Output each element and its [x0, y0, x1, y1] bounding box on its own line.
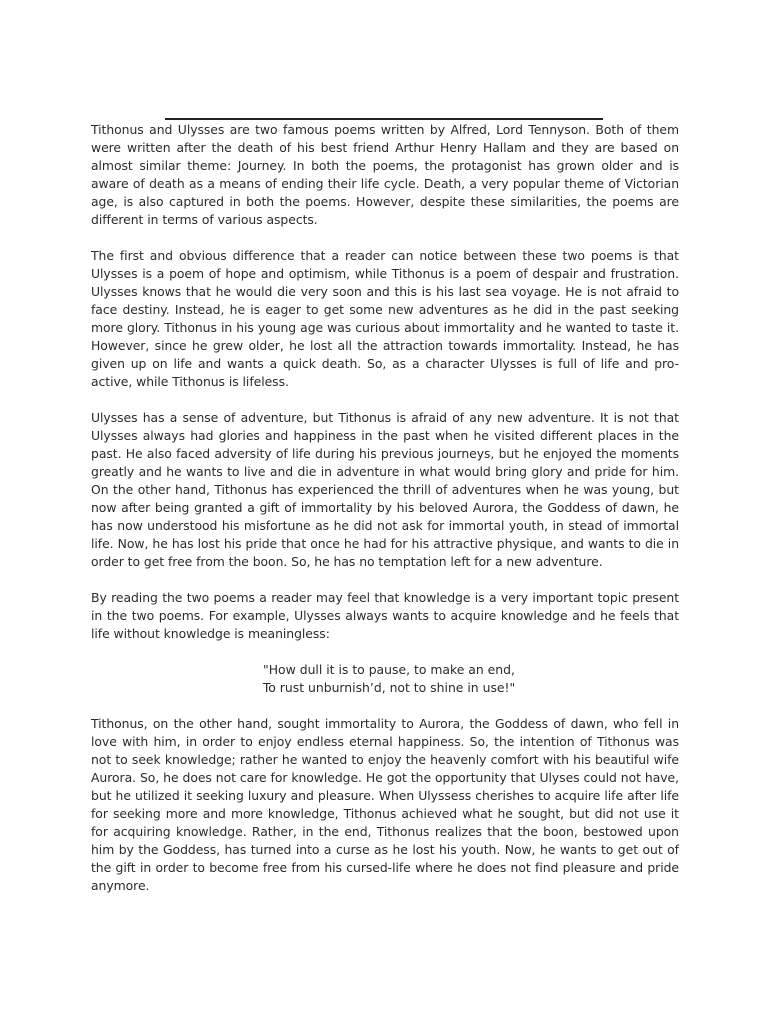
paragraph-intro: Tithonus and Ulysses are two famous poems written by Alfred, Lord Tennyson. Both of them were written after the death of his best friend Arthur Henry Hallam and they are based on almost similar theme: Journey. In both the poems, the protagonist has grown older and is aware of death as a means of ending their life cycle. Death, a very popular theme of Victorian age, is also captured in both the poems. However, despite these similarities, the poems are different in terms of various aspects. — [91, 122, 679, 227]
paragraph-knowledge: By reading the two poems a reader may feel that knowledge is a very important topic present in the two poems. For example, Ulysses always wants to acquire knowledge and he feels that life without knowledge is meaningless: — [91, 590, 679, 641]
paragraph-conclusion: Tithonus, on the other hand, sought immortality to Aurora, the Goddess of dawn, who fell in love with him, in order to enjoy endless eternal happiness. So, the intention of Tithonus was not to seek knowledge; rather he wanted to enjoy the heavenly comfort with his beautiful wife Aurora. So, he does not care for knowledge. He got the opportunity that Ulyses could not have, but he utilized it seeking luxury and pleasure. When Ulyssess cherishes to acquire life after life for seeking more and more knowledge, Tithonus achieved what he sought, but did not use it for acquiring knowledge. Rather, in the end, Tithonus realizes that the boon, bestowed upon him by the Goddess, has turned into a curse as he lost his youth. Now, he wants to get out of the gift in order to become free from his cursed-life where he does not find pleasure and pride anymore. — [91, 716, 679, 893]
poem-quote — [91, 661, 679, 697]
quote-line-2: To rust unburnish’d, not to shine in use!" — [262, 680, 516, 695]
header-rule — [165, 118, 603, 120]
paragraph-hope-vs-despair: The first and obvious difference that a reader can notice between these two poems is that Ulysses is a poem of hope and optimism, while Tithonus is a poem of despair and frustration. Ulysses knows that he would die very soon and this is his last sea voyage. He is not afraid to face destiny. Instead, he is eager to get some new adventures as he did in the past seeking more glory. Tithonus in his young age was curious about immortality and he wanted to taste it. However, since he grew older, he lost all the attraction towards immortality. Instead, he has given up on life and wants a quick death. So, as a character Ulysses is full of life and pro-active, while Tithonus is lifeless. — [91, 248, 679, 389]
paragraph-adventure: Ulysses has a sense of adventure, but Tithonus is afraid of any new adventure. It is not that Ulysses always had glories and happiness in the past when he visited different places in the past. He also faced adversity of life during his previous journeys, but he enjoyed the moments greatly and he wants to live and die in adventure in what would bring glory and pride for him. On the other hand, Tithonus has experienced the thrill of adventures when he was young, but now after being granted a gift of immortality by his beloved Aurora, the Goddess of dawn, he has now understood his misfortune as he did not ask for immortal youth, in stead of immortal life. Now, he has lost his pride that once he had for his attractive physique, and wants to die in order to get free from the boon. So, he has no temptation left for a new adventure. — [91, 410, 679, 569]
quote-line-1: "How dull it is to pause, to make an end, — [263, 662, 515, 677]
document-body — [91, 121, 679, 913]
